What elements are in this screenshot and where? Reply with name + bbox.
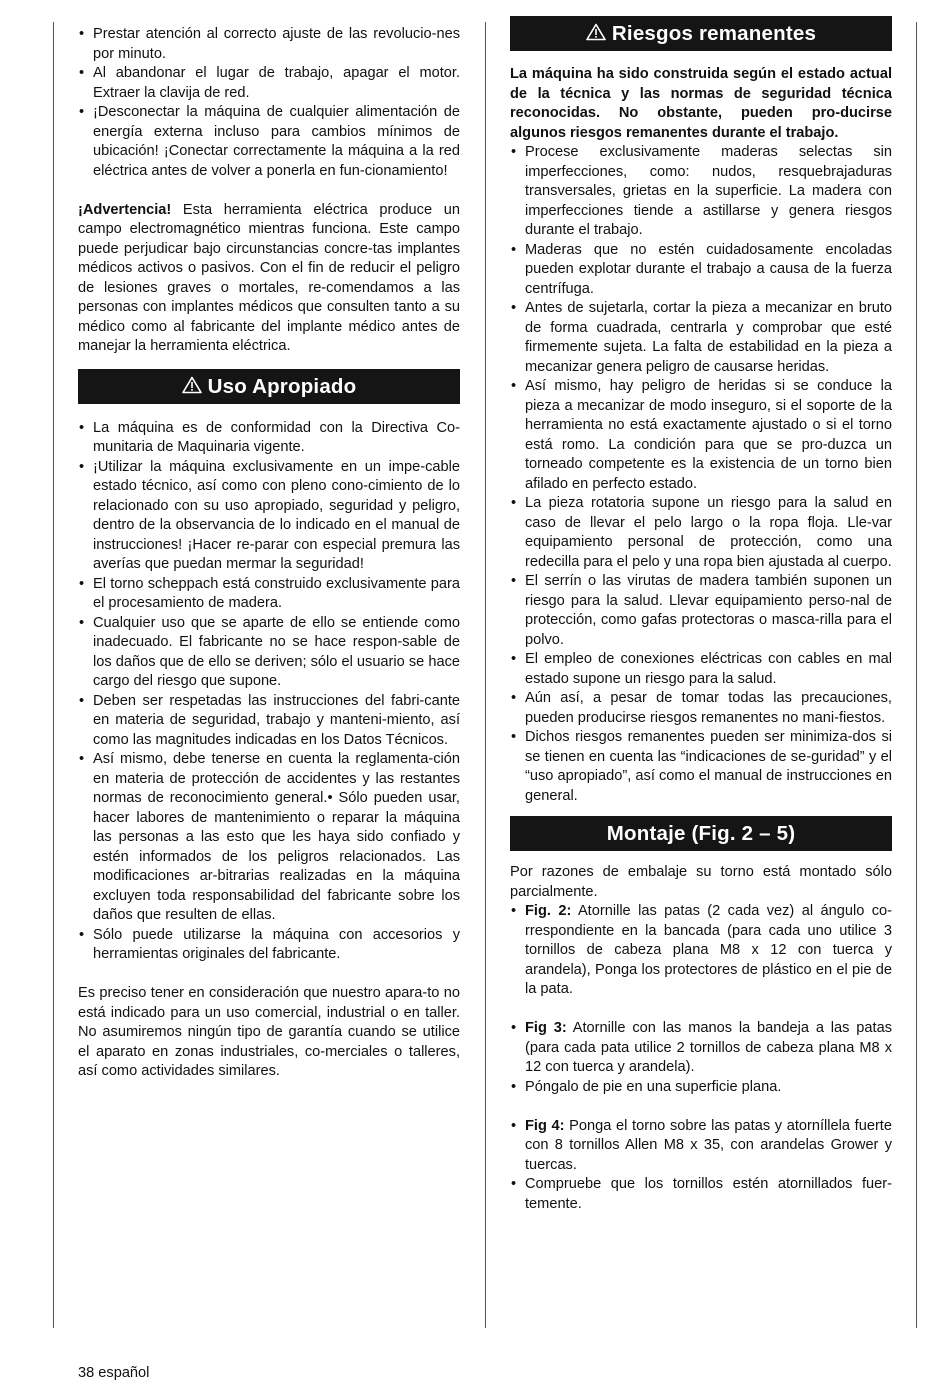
riesgos-intro: La máquina ha sido construida según el estado actual de la técnica y las normas de seguridad técnica reconocidas. No obstante, pueden pro-ducirse algunos riesgos remanentes durante el trabajo. [510, 66, 892, 141]
center-column-rule [485, 22, 486, 1328]
list-item [510, 1019, 892, 1078]
page-footer: 38 español [78, 1365, 150, 1381]
list-item: • Prestar atención al correcto ajuste de las revolucio-nes por minuto. [78, 25, 460, 64]
list-item: • Póngalo de pie en una superficie plana. [510, 1078, 892, 1098]
fig2-text: Atornille las patas (2 cada vez) al ángulo co-rrespondiente en la bancada (para cada uno utilice 3 tornillos de cabeza plana M8 x 12 con tuerca y arandela), Ponga los protectores de plástico en el pie de la pata. [525, 903, 892, 997]
montaje-title: Montaje (Fig. 2 – 5) [606, 822, 796, 845]
list-item: • Al abandonar el lugar de trabajo, apagar el motor. Extraer la clavija de red. [78, 64, 460, 103]
list-item: • Dichos riesgos remanentes pueden ser minimiza-dos si se tienen en cuenta las “indicaciones de se-guridad” y el “uso apropiado”, así como el manual de instrucciones en general. [510, 728, 892, 806]
list-item: • La pieza rotatoria supone un riesgo para la salud en caso de llevar el pelo largo o la ropa floja. Lle-var equipamiento personal de protección, como una redecilla para el pelo y una ropa bien ajustada al cuerpo. [510, 494, 892, 572]
list-item: • Aún así, a pesar de tomar todas las precauciones, pueden producirse riesgos remanentes no mani-fiestos. [510, 689, 892, 728]
right-margin-rule [916, 22, 917, 1328]
montaje-intro: Por razones de embalaje su torno está montado sólo parcialmente. [510, 864, 892, 900]
list-item: • La máquina es de conformidad con la Directiva Co-munitaria de Maquinaria vigente. [78, 419, 460, 458]
list-item: • El serrín o las virutas de madera también suponen un riesgo para la salud. Llevar equipamiento perso-nal de protección, como gafas protectoras o masca-rilla para el polvo. [510, 572, 892, 650]
montaje-heading [510, 816, 892, 851]
montaje-fig3-list [510, 1019, 892, 1097]
list-item: • Deben ser respetadas las instrucciones del fabri-cante en materia de seguridad, trabajo y manteni-miento, así como las magnitudes indicadas en los Datos Técnicos. [78, 692, 460, 751]
fig3-text: Atornille con las manos la bandeja a las patas (para cada pata utilice 2 tornillos de cabeza plana M8 x 12 con tuerca y arandela). [525, 1020, 893, 1075]
list-item: • ¡Desconectar la máquina de cualquier alimentación de energía externa incluso para cambios mínimos de ubicación! ¡Conectar correctamente la máquina a la red eléctrica antes de volver a ponerla en fun-cionamiento! [78, 103, 460, 181]
fig4-text: Ponga el torno sobre las patas y atorníllela fuerte con 8 tornillos Allen M8 x 35, con arandelas Grower y tuercas. [525, 1117, 892, 1173]
list-item: • Así mismo, hay peligro de heridas si se conduce la pieza a mecanizar de modo inseguro, si el soporte de la herramienta no está exactamente ajustado o si el torno está romo. La condición para que se pro-duzca un torneado competente es la existencia de un torno bien afilado en perfecto estado. [510, 377, 892, 494]
list-item: • El torno scheppach está construido exclusivamente para el procesamiento de madera. [78, 575, 460, 614]
warning-text: Esta herramienta eléctrica produce un campo electromagnético mientras funciona. Este campo puede perjudicar bajo circunstancias concre-tas implantes médicos activos o pasivos. Con el fin de reducir el peligro de lesiones graves o mortales, re-comendamos a las personas con implantes médicos que consulten tanto a su médico como al fabricante del implante médico antes de manejar la herramienta eléctrica. [78, 201, 460, 354]
list-item: • ¡Utilizar la máquina exclusivamente en un impe-cable estado técnico, así como con pleno cono-cimiento de lo relacionado con su uso apropiado, seguridad y peligro, dentro de la observancia de lo indicado en el manual de instrucciones! ¡Hacer re-parar con especial premura las averías que puedan mermar la seguridad! [78, 458, 460, 575]
list-item: • El empleo de conexiones eléctricas con cables en mal estado supone un riesgo para la salud. [510, 650, 892, 689]
list-item: • Así mismo, debe tenerse en cuenta la reglamenta-ción en materia de protección de accidentes y las restantes normas de reconocimiento general.• Sólo pueden usar, hacer labores de mantenimiento o reparar la máquina las personas a las esto que les haya sido confiado y estén informados de los peligros relacionados. Las modificaciones ar-bitrarias realizadas en la máquina excluyen toda responsabilidad del fabricante sobre los daños que resulten de ellas. [78, 750, 460, 926]
right-column [510, 16, 892, 1214]
fig2-lead: Fig. 2: [525, 903, 572, 919]
list-item: • Compruebe que los tornillos estén atornillados fuer-temente. [510, 1175, 892, 1214]
top-bullet-list [78, 25, 460, 181]
list-item: • Maderas que no estén cuidadosamente encoladas pueden explotar durante el trabajo a causa de la fuerza centrífuga. [510, 241, 892, 300]
riesgos-remanentes-heading [510, 16, 892, 51]
uso-bullet-list [78, 419, 460, 965]
list-item [510, 1117, 892, 1176]
fig3-lead: Fig 3: [525, 1020, 567, 1036]
left-column [78, 25, 460, 1082]
list-item: • Antes de sujetarla, cortar la pieza a mecanizar en bruto de forma cuadrada, centrarla y comprobar que esté firmemente sujeta. La falta de estabilidad en la pieza a mecanizar genera peligro de causarse heridas. [510, 299, 892, 377]
warning-paragraph [78, 201, 460, 357]
list-item: • Cualquier uso que se aparte de ello se entiende como inadecuado. El fabricante no se hace respon-sable de los daños que de ello se deriven; sólo el usuario se hace cargo del riesgo que supone. [78, 614, 460, 692]
warning-triangle-icon [182, 376, 202, 394]
list-item: • Sólo puede utilizarse la máquina con accesorios y herramientas originales del fabricante. [78, 926, 460, 965]
warning-lead: ¡Advertencia! [78, 201, 172, 218]
left-margin-rule [53, 22, 54, 1328]
montaje-fig2-list [510, 902, 892, 1000]
montaje-fig4-list [510, 1117, 892, 1215]
fig4-lead: Fig 4: [525, 1117, 565, 1134]
uso-apropiado-title: Uso Apropiado [207, 374, 357, 398]
uso-apropiado-heading [78, 369, 460, 404]
list-item: • Procese exclusivamente maderas selectas sin imperfecciones, como: nudos, resquebrajaduras transversales, grietas en la superficie. La madera con imperfecciones tiende a astillarse y genera riesgos durante el trabajo. [510, 143, 892, 241]
riesgos-title: Riesgos remanentes [611, 22, 817, 45]
riesgos-bullet-list [510, 143, 892, 806]
warning-triangle-icon [586, 23, 606, 41]
closing-paragraph: Es preciso tener en consideración que nuestro apara-to no está indicado para un uso comercial, industrial o en taller. No asumiremos ningún tipo de garantía cuando se utilice el aparato en zonas industriales, co-merciales o talleres, así como actividades similares. [78, 985, 460, 1079]
list-item [510, 902, 892, 1000]
